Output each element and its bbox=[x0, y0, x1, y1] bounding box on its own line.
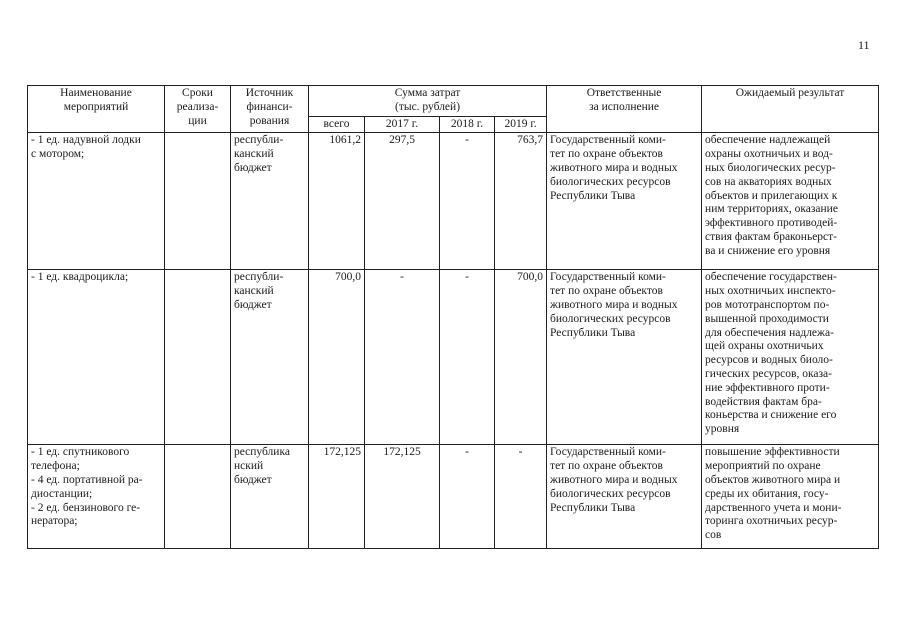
cell-period bbox=[165, 133, 231, 270]
cell-result: повышение эффективности мероприятий по охране объектов животного мира и среды их обитания, госу- дарственного учета и мони- торинга охотничьих ресур- сов bbox=[702, 445, 879, 549]
cell-2018: - bbox=[440, 133, 495, 270]
cell-name: - 1 ед. спутникового телефона; - 4 ед. портативной ра- диостанции; - 2 ед. бензинового ге- нератора; bbox=[28, 445, 165, 549]
header-total: всего bbox=[309, 116, 365, 133]
cell-total: 700,0 bbox=[309, 270, 365, 445]
cell-source: республи- канский бюджет bbox=[231, 270, 309, 445]
cell-2018: - bbox=[440, 270, 495, 445]
header-period: Сроки реализа- ции bbox=[165, 86, 231, 133]
cell-total: 1061,2 bbox=[309, 133, 365, 270]
header-row-1 bbox=[28, 86, 879, 117]
header-2019: 2019 г. bbox=[495, 116, 547, 133]
cell-period bbox=[165, 445, 231, 549]
header-2018: 2018 г. bbox=[440, 116, 495, 133]
cell-period bbox=[165, 270, 231, 445]
header-source: Источник финанси- рования bbox=[231, 86, 309, 133]
header-responsible: Ответственные за исполнение bbox=[547, 86, 702, 133]
page-number: 11 bbox=[858, 38, 870, 52]
cell-2018: - bbox=[440, 445, 495, 549]
cell-2019: 763,7 bbox=[495, 133, 547, 270]
cell-result: обеспечение государствен- ных охотничьих инспекто- ров мототранспортом по- вышенной проходимости для обеспечения надлежа- щей охраны охотничьих ресурсов и водных биоло- гических ресурсов, оказа- ние эффективного проти- водействия фактам бра- коньерства и снижение его уровня bbox=[702, 270, 879, 445]
cell-2019: - bbox=[495, 445, 547, 549]
header-2017: 2017 г. bbox=[365, 116, 440, 133]
cell-2017: 297,5 bbox=[365, 133, 440, 270]
cell-responsible: Государственный коми- тет по охране объектов животного мира и водных биологических ресурсов Республики Тыва bbox=[547, 133, 702, 270]
cell-name: - 1 ед. квадроцикла; bbox=[28, 270, 165, 445]
cell-2019: 700,0 bbox=[495, 270, 547, 445]
table-row bbox=[28, 133, 879, 270]
cell-responsible: Государственный коми- тет по охране объектов животного мира и водных биологических ресурсов Республики Тыва bbox=[547, 445, 702, 549]
cell-responsible: Государственный коми- тет по охране объектов животного мира и водных биологических ресурсов Республики Тыва bbox=[547, 270, 702, 445]
cell-source: республика нский бюджет bbox=[231, 445, 309, 549]
header-costs: Сумма затрат (тыс. рублей) bbox=[309, 86, 547, 117]
table-row bbox=[28, 445, 879, 549]
cell-result: обеспечение надлежащей охраны охотничьих и вод- ных биологических ресур- сов на акваториях водных объектов и прилегающих к ним территориях, оказание эффективного противодей- ствия фактам браконьерст- ва и снижение его уровня bbox=[702, 133, 879, 270]
header-name: Наименование мероприятий bbox=[28, 86, 165, 133]
measures-table bbox=[27, 85, 879, 549]
cell-2017: - bbox=[365, 270, 440, 445]
header-result: Ожидаемый результат bbox=[702, 86, 879, 133]
cell-2017: 172,125 bbox=[365, 445, 440, 549]
cell-source: республи- канский бюджет bbox=[231, 133, 309, 270]
cell-total: 172,125 bbox=[309, 445, 365, 549]
table-row bbox=[28, 270, 879, 445]
cell-name: - 1 ед. надувной лодки с мотором; bbox=[28, 133, 165, 270]
